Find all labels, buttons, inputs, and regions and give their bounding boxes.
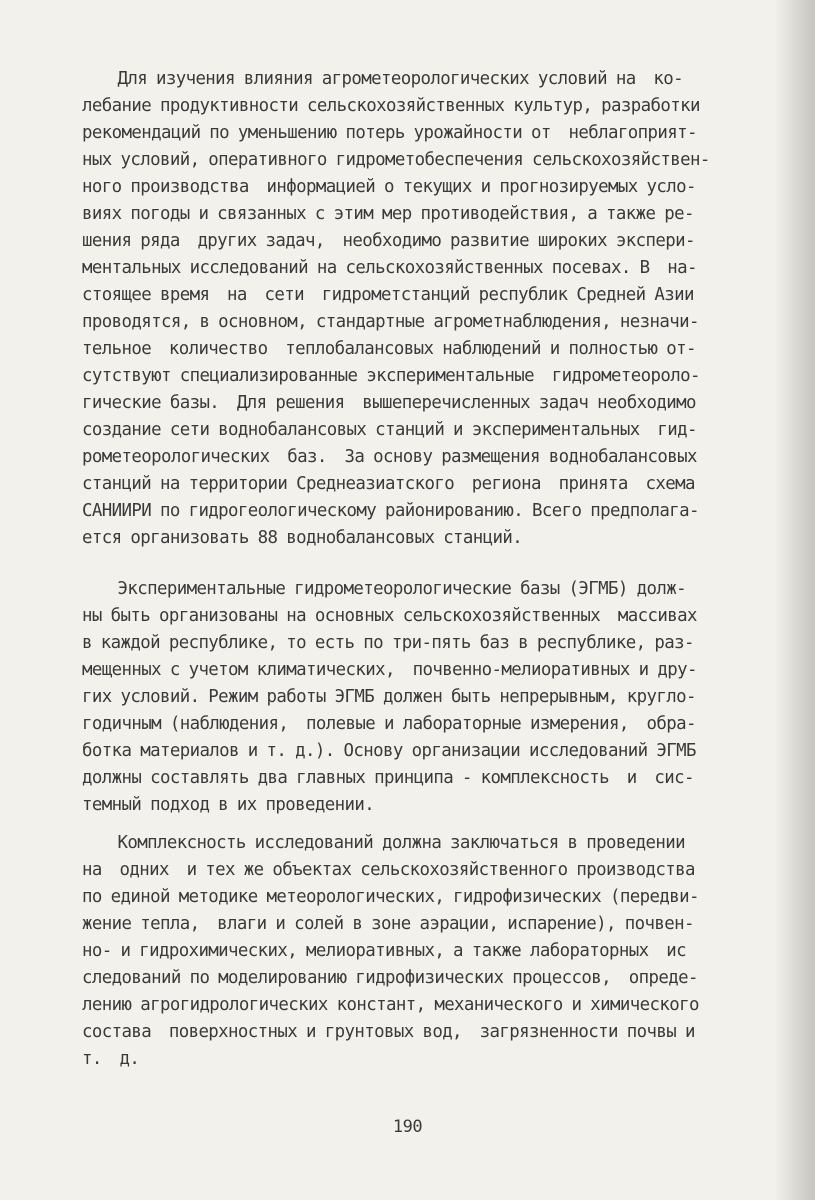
text-line: САНИИРИ по гидрогеологическому районированию. Всего предполага- — [82, 501, 699, 521]
page-number: 190 — [392, 1117, 423, 1137]
text-line: ны быть организованы на основных сельскохозяйственных массивах — [82, 606, 697, 626]
paragraph-2 — [82, 576, 792, 819]
text-line: на одних и тех же объектах сельскохозяйственного производства — [82, 860, 695, 880]
text-line: гические базы. Для решения вышеперечисленных задач необходимо — [82, 393, 696, 413]
text-line: в каждой республике, то есть по три-пять баз в республике, раз- — [82, 633, 694, 653]
paragraph-3 — [82, 830, 792, 1073]
text-line: но- и гидрохимических, мелиоративных, а также лабораторных ис — [82, 941, 686, 961]
text-line: виях погоды и связанных с этим мер противодействия, а также ре- — [82, 204, 694, 224]
text-line: тельное количество теплобалансовых наблюдений и полностью от- — [82, 339, 696, 359]
paragraph-1 — [82, 66, 792, 552]
text-line: сутствуют специализированные экспериментальные гидрометеороло- — [82, 366, 700, 386]
text-line: состава поверхностных и грунтовых вод, загрязненности почвы и — [82, 1022, 695, 1042]
text-line: темный подход в их проведении. — [82, 795, 375, 815]
text-line: годичным (наблюдения, полевые и лабораторные измерения, обра- — [82, 714, 696, 734]
text-line: ного производства информацией о текущих и прогнозируемых усло- — [82, 177, 696, 197]
text-line: т. д. — [82, 1049, 140, 1069]
text-line: Экспериментальные гидрометеорологические базы (ЭГМБ) долж- — [82, 579, 686, 599]
text-line: лебание продуктивности сельскохозяйственных культур, разработки — [82, 96, 700, 116]
text-line: Для изучения влияния агрометеорологических условий на ко- — [82, 69, 683, 89]
text-line: следований по моделированию гидрофизических процессов, опреде- — [82, 968, 698, 988]
text-line: ментальных исследований на сельскохозяйственных посевах. В на- — [82, 258, 697, 278]
text-line: создание сети воднобалансовых станций и экспериментальных гид- — [82, 420, 697, 440]
text-line: рометеорологических баз. За основу размещения воднобалансовых — [82, 447, 697, 467]
text-line: ных условий, оперативного гидрометобеспечения сельскохозяйствен- — [82, 150, 710, 170]
text-line: мещенных с учетом климатических, почвенно-мелиоративных и дру- — [82, 660, 697, 680]
text-line: Комплексность исследований должна заключаться в проведении — [82, 833, 685, 853]
text-line: проводятся, в основном, стандартные агрометнаблюдения, незначи- — [82, 312, 699, 332]
text-line: ботка материалов и т. д.). Основу организации исследований ЭГМБ — [82, 741, 696, 761]
text-line: ется организовать 88 воднобалансовых станций. — [82, 528, 523, 548]
text-line: шения ряда других задач, необходимо развитие широких экспери- — [82, 231, 695, 251]
text-line: станций на территории Среднеазиатского региона принята схема — [82, 474, 695, 494]
text-line: рекомендаций по уменьшению потерь урожайности от неблагоприят- — [82, 123, 697, 143]
text-line: стоящее время на сети гидрометстанций республик Средней Азии — [82, 285, 694, 305]
text-line: должны составлять два главных принципа - комплексность и сис- — [82, 768, 694, 788]
text-line: лению агрогидрологических констант, механического и химического — [82, 995, 699, 1015]
text-line: жение тепла, влаги и солей в зоне аэрации, испарение), почвен- — [82, 914, 694, 934]
text-line: по единой методике метеорологических, гидрофизических (передви- — [82, 887, 699, 907]
text-line: гих условий. Режим работы ЭГМБ должен быть непрерывным, кругло- — [82, 687, 696, 707]
